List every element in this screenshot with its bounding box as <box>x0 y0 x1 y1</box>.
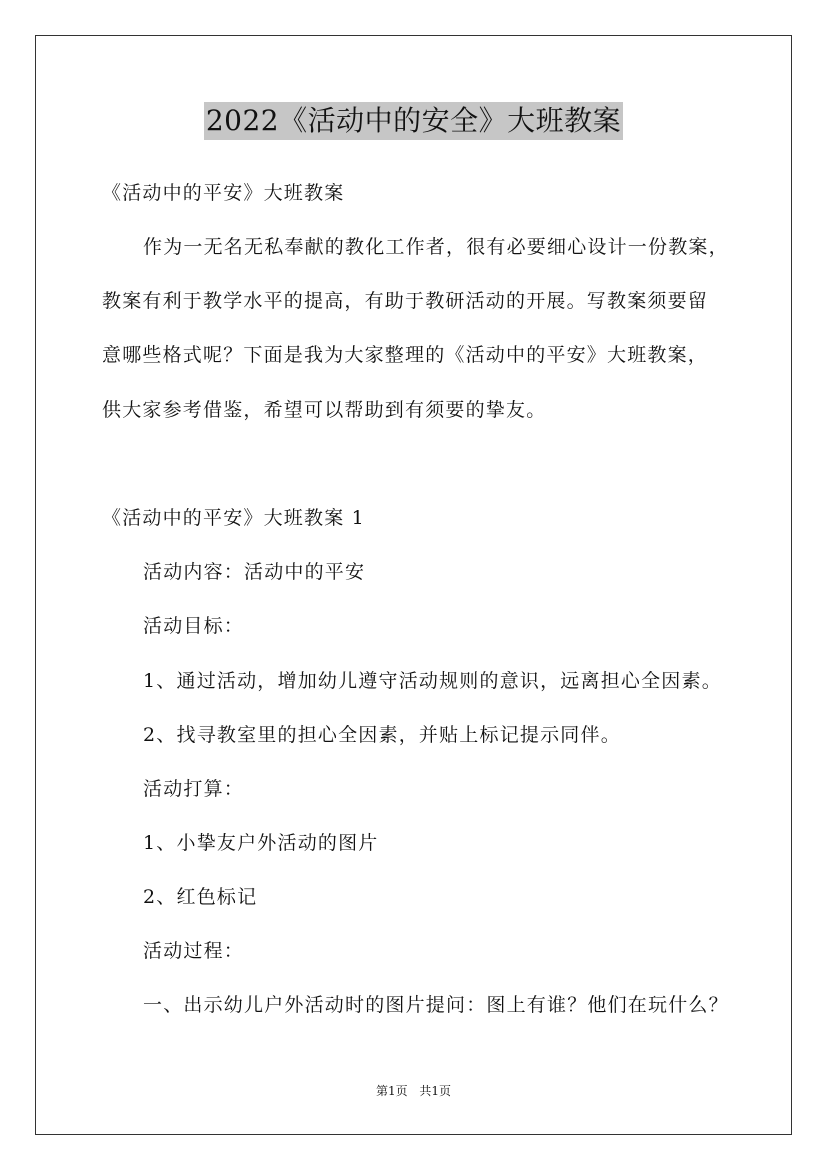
intro-line-3: 意哪些格式呢？下面是我为大家整理的《活动中的平安》大班教案， <box>102 344 709 366</box>
document-subtitle: 《活动中的平安》大班教案 <box>102 182 345 204</box>
section-heading: 《活动中的平安》大班教案 1 <box>102 507 365 529</box>
title-container <box>0 102 827 140</box>
body-line-4: 2、找寻教室里的担心全因素，并贴上标记提示同伴。 <box>143 724 621 746</box>
page-footer <box>0 1083 827 1099</box>
body-line-6: 1、小挚友户外活动的图片 <box>143 832 379 854</box>
body-line-9: 一、出示幼儿户外活动时的图片提问：图上有谁？他们在玩什么？ <box>143 994 729 1016</box>
body-line-7: 2、红色标记 <box>143 886 258 908</box>
intro-line-1: 作为一无名无私奉献的教化工作者，很有必要细心设计一份教案， <box>143 236 729 258</box>
page-number: 第1页 <box>375 1084 408 1098</box>
document-title: 2022《活动中的安全》大班教案 <box>204 102 623 140</box>
body-line-1: 活动内容：活动中的平安 <box>143 561 366 583</box>
body-line-2: 活动目标： <box>143 615 245 637</box>
body-line-8: 活动过程： <box>143 940 245 962</box>
intro-line-4: 供大家参考借鉴，希望可以帮助到有须要的挚友。 <box>102 399 547 421</box>
page-total: 共1页 <box>419 1084 452 1098</box>
body-line-5: 活动打算： <box>143 778 245 800</box>
body-line-3: 1、通过活动，增加幼儿遵守活动规则的意识，远离担心全因素。 <box>143 670 722 692</box>
intro-line-2: 教案有利于教学水平的提高，有助于教研活动的开展。写教案须要留 <box>102 290 709 312</box>
